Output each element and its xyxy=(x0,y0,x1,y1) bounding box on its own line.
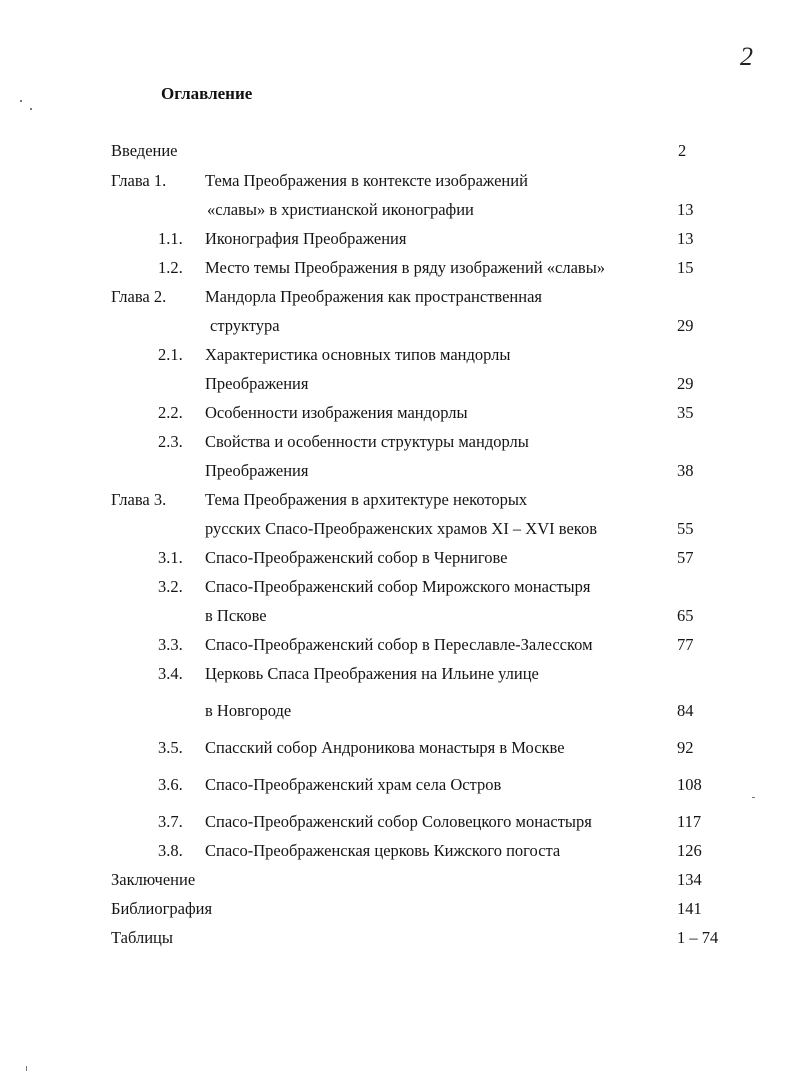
scan-speck xyxy=(20,100,22,102)
toc-s12-num: 1.2. xyxy=(158,258,183,277)
scan-speck xyxy=(752,797,755,798)
toc-conclusion-page: 134 xyxy=(677,870,702,889)
toc-ch3-label: Глава 3. xyxy=(111,490,167,509)
toc-s38-title: Спасо-Преображенская церковь Кижского погоста xyxy=(205,841,561,860)
toc-s22-title: Особенности изображения мандорлы xyxy=(205,403,468,422)
toc-s38-page: 126 xyxy=(677,841,702,860)
toc-ch3-title-cont: русских Спасо-Преображенских храмов XI – XVI веков xyxy=(205,519,597,538)
toc-s33-page: 77 xyxy=(677,635,694,654)
toc-s38-num: 3.8. xyxy=(158,841,183,860)
toc-ch2-label: Глава 2. xyxy=(111,287,167,306)
toc-s32-title-cont: в Пскове xyxy=(205,606,267,625)
toc-conclusion-label: Заключение xyxy=(111,870,196,889)
toc-s11-page: 13 xyxy=(677,229,694,248)
toc-s22-num: 2.2. xyxy=(158,403,183,422)
toc-intro-page: 2 xyxy=(678,141,687,160)
page-title: Оглавление xyxy=(161,84,253,103)
toc-s23-title: Свойства и особенности структуры мандорлы xyxy=(205,432,529,451)
toc-s21-num: 2.1. xyxy=(158,345,183,364)
toc-s21-title-cont: Преображения xyxy=(205,374,309,393)
toc-bibliography-label: Библиография xyxy=(111,899,213,918)
toc-s11-num: 1.1. xyxy=(158,229,183,248)
toc-s23-title-cont: Преображения xyxy=(205,461,309,480)
scan-speck xyxy=(30,108,32,110)
toc-s34-page: 84 xyxy=(677,701,694,720)
toc-ch2-page: 29 xyxy=(677,316,694,335)
toc-s31-title: Спасо-Преображенский собор в Чернигове xyxy=(205,548,508,567)
toc-s37-num: 3.7. xyxy=(158,812,183,831)
toc-s23-num: 2.3. xyxy=(158,432,183,451)
toc-s32-title: Спасо-Преображенский собор Мирожского монастыря xyxy=(205,577,591,596)
scan-speck xyxy=(26,1066,27,1071)
toc-s21-page: 29 xyxy=(677,374,694,393)
toc-s33-num: 3.3. xyxy=(158,635,183,654)
toc-s33-title: Спасо-Преображенский собор в Переславле-Залесском xyxy=(205,635,593,654)
toc-tables-page: 1 – 74 xyxy=(677,928,719,947)
toc-ch2-title-cont: структура xyxy=(210,316,280,335)
toc-intro-label: Введение xyxy=(111,141,178,160)
toc-s31-page: 57 xyxy=(677,548,694,567)
toc-s36-num: 3.6. xyxy=(158,775,183,794)
toc-s34-num: 3.4. xyxy=(158,664,183,683)
toc-s22-page: 35 xyxy=(677,403,694,422)
toc-s31-num: 3.1. xyxy=(158,548,183,567)
toc-s34-title-cont: в Новгороде xyxy=(205,701,292,720)
toc-s11-title: Иконография Преображения xyxy=(205,229,407,248)
toc-tables-label: Таблицы xyxy=(111,928,173,947)
toc-ch3-page: 55 xyxy=(677,519,694,538)
toc-s37-page: 117 xyxy=(677,812,702,831)
toc-ch1-title-cont: «славы» в христианской иконографии xyxy=(207,200,474,219)
toc-s32-num: 3.2. xyxy=(158,577,183,596)
toc-s12-page: 15 xyxy=(677,258,694,277)
toc-s36-page: 108 xyxy=(677,775,702,794)
toc-ch1-page: 13 xyxy=(677,200,694,219)
toc-s34-title: Церковь Спаса Преображения на Ильине улице xyxy=(205,664,539,683)
toc-bibliography-page: 141 xyxy=(677,899,702,918)
toc-s21-title: Характеристика основных типов мандорлы xyxy=(205,345,511,364)
toc-ch1-label: Глава 1. xyxy=(111,171,167,190)
toc-s35-page: 92 xyxy=(677,738,694,757)
toc-ch2-title: Мандорла Преображения как пространственная xyxy=(205,287,543,306)
toc-ch3-title: Тема Преображения в архитектуре некоторых xyxy=(205,490,528,509)
toc-s35-title: Спасский собор Андроникова монастыря в Москве xyxy=(205,738,565,757)
toc-s37-title: Спасо-Преображенский собор Соловецкого монастыря xyxy=(205,812,592,831)
toc-s32-page: 65 xyxy=(677,606,694,625)
toc-s36-title: Спасо-Преображенский храм села Остров xyxy=(205,775,502,794)
toc-s12-title: Место темы Преображения в ряду изображений «славы» xyxy=(205,258,606,277)
toc-s23-page: 38 xyxy=(677,461,694,480)
handwritten-page-number: 2 xyxy=(740,42,753,71)
toc-ch1-title: Тема Преображения в контексте изображений xyxy=(205,171,528,190)
toc-s35-num: 3.5. xyxy=(158,738,183,757)
